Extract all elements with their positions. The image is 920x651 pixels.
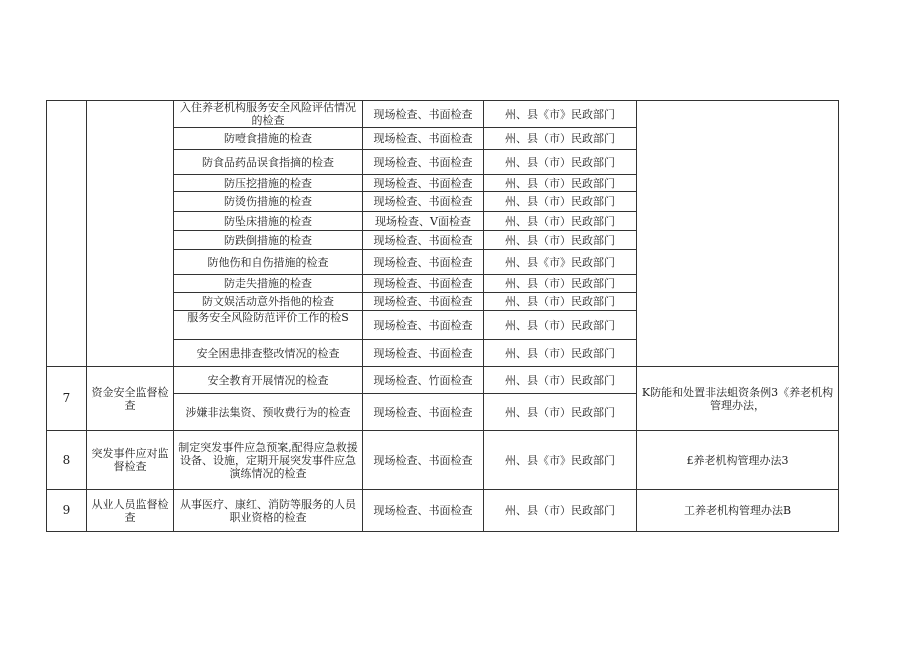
- dept-cell: 州、县（市）民政部门: [484, 231, 637, 250]
- item-cell: 从事医疗、康红、消防等服务的人员职业资格的检查: [174, 490, 363, 532]
- category-cell: 从业人员监督检查: [87, 490, 174, 532]
- method-cell: 现场检查、书面检查: [363, 150, 484, 175]
- method-cell: 现场检查、书面检查: [363, 128, 484, 150]
- item-cell: 安全教育开展情况的检查: [174, 367, 363, 394]
- item-cell: 防文娱活动意外指他的检查: [174, 293, 363, 311]
- dept-cell: 州、县（市）民政部门: [484, 311, 637, 340]
- dept-cell: 州、县《市》民政部门: [484, 431, 637, 490]
- item-cell: 安全困患排查整改情况的检查: [174, 340, 363, 367]
- item-cell: 防烫伤措施的检查: [174, 192, 363, 212]
- dept-cell: 州、县（市）民政部门: [484, 367, 637, 394]
- dept-cell: 州、县《市》民政部门: [484, 250, 637, 275]
- item-cell: 防噎食措施的检查: [174, 128, 363, 150]
- category-cell: 资金安全监督检查: [87, 367, 174, 431]
- method-cell: 现场检查、书面检查: [363, 293, 484, 311]
- method-cell: 现场检查、竹面检查: [363, 367, 484, 394]
- table-row: [47, 490, 839, 532]
- method-cell: 现场检查、书面检查: [363, 394, 484, 431]
- category-cell: [87, 101, 174, 367]
- table-row: [47, 101, 839, 128]
- dept-cell: 州、县（市）民政部门: [484, 175, 637, 192]
- category-cell: 突发事件应对监督检查: [87, 431, 174, 490]
- dept-cell: 州、县（市）民政部门: [484, 490, 637, 532]
- basis-cell: K防能和处置非法蛆资条例3《养老机构管理办法，: [637, 367, 839, 431]
- basis-cell: 工养老机构管理办法B: [637, 490, 839, 532]
- row-number: 9: [47, 490, 87, 532]
- method-cell: 现场检查、V面检查: [363, 212, 484, 231]
- inspection-table: [46, 100, 839, 532]
- item-cell: 服务安全风险防范评价工作的检S: [174, 311, 363, 340]
- item-cell: 防跌倒措施的检查: [174, 231, 363, 250]
- method-cell: 现场检查、书面检查: [363, 311, 484, 340]
- dept-cell: 州、县（市）民政部门: [484, 150, 637, 175]
- method-cell: 现场检查、书面检查: [363, 275, 484, 293]
- item-cell: 防压挖措施的检查: [174, 175, 363, 192]
- dept-cell: 州、县（市）民政部门: [484, 212, 637, 231]
- method-cell: 现场检查、书面检查: [363, 250, 484, 275]
- dept-cell: 州、县（市）民政部门: [484, 340, 637, 367]
- row-number: [47, 101, 87, 367]
- item-cell: 入住养老机构服务安全风险评估情况的检查: [174, 101, 363, 128]
- method-cell: 现场检查、书面检查: [363, 231, 484, 250]
- item-cell: 防坠床措施的检查: [174, 212, 363, 231]
- method-cell: 现场检查、书面检查: [363, 175, 484, 192]
- item-cell: 防走失措施的检查: [174, 275, 363, 293]
- method-cell: 现场检查、书面检查: [363, 192, 484, 212]
- dept-cell: 州、县（市）民政部门: [484, 394, 637, 431]
- basis-cell: £养老机构管理办法3: [637, 431, 839, 490]
- item-cell: 涉嫌非法集资、预收费行为的检查: [174, 394, 363, 431]
- method-cell: 现场检查、书面检查: [363, 431, 484, 490]
- table-row: [47, 431, 839, 490]
- method-cell: 现场检查、书面检查: [363, 340, 484, 367]
- method-cell: 现场检查、书面检查: [363, 490, 484, 532]
- item-cell: 防他伤和自伤措施的检查: [174, 250, 363, 275]
- table-row: [47, 367, 839, 394]
- basis-cell: [637, 101, 839, 367]
- item-cell: 制定突发事件应急预案,配得应急救援设备、设施，定期开展突发事件应急演练情况的检查: [174, 431, 363, 490]
- row-number: 8: [47, 431, 87, 490]
- dept-cell: 州、县《市》民政部门: [484, 101, 637, 128]
- dept-cell: 州、县（市）民政部门: [484, 128, 637, 150]
- row-number: 7: [47, 367, 87, 431]
- dept-cell: 州、县（市）民政部门: [484, 293, 637, 311]
- method-cell: 现场检查、书面检查: [363, 101, 484, 128]
- dept-cell: 州、县（市）民政部门: [484, 192, 637, 212]
- dept-cell: 州、县（市）民政部门: [484, 275, 637, 293]
- item-cell: 防食品药品误食指摘的检查: [174, 150, 363, 175]
